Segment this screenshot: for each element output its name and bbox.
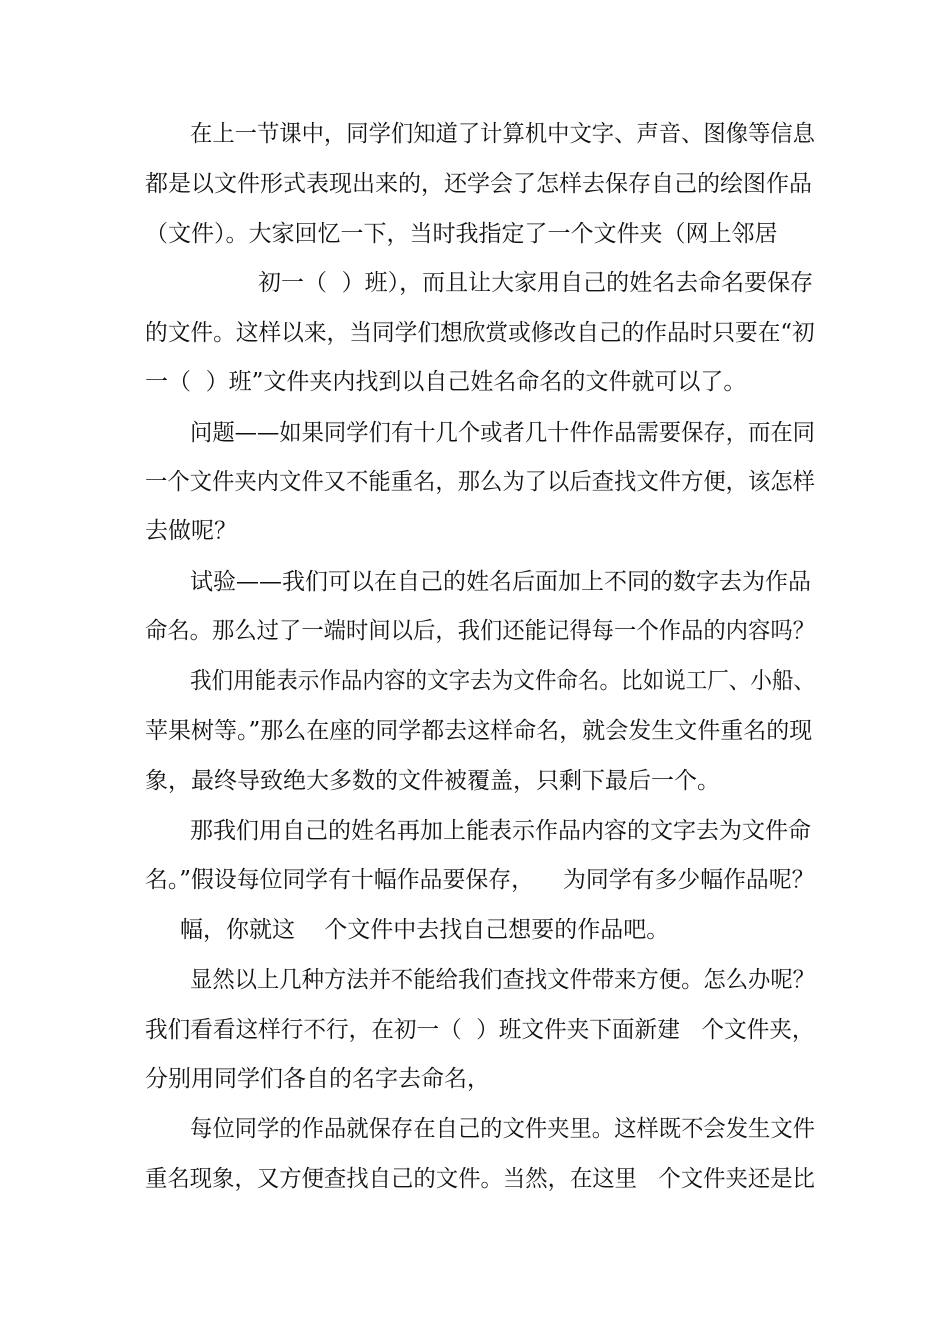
text-line: 在上一节课中，同学们知道了计算机中文字、声音、图像等信息 — [190, 121, 816, 147]
text-line: 苹果树等。”那么在座的同学都去这样命名，就会发生文件重名的现 — [145, 718, 813, 744]
text-line: 试验——我们可以在自己的姓名后面加上不同的数字去为作品 — [190, 569, 811, 595]
text-line: 一（ ）班”文件夹内找到以自己姓名命名的文件就可以了。 — [145, 369, 747, 395]
text-line: 每位同学的作品就保存在自己的文件夹里。这样既不会发生文件 — [190, 1116, 816, 1142]
text-line: 名。”假设每位同学有十幅作品要保存， 为同学有多少幅作品呢？ — [145, 867, 815, 893]
text-line: 一个文件夹内文件又不能重名，那么为了以后查找文件方便，该怎样 — [145, 469, 815, 495]
text-line: 我们看看这样行不行，在初一（ ）班文件夹下面新建 个文件夹， — [145, 1017, 815, 1043]
text-line: 都是以文件形式表现出来的，还学会了怎样去保存自己的绘图作品 — [145, 171, 812, 197]
text-line: 那我们用自己的姓名再加上能表示作品内容的文字去为文件命 — [190, 818, 811, 844]
text-line: （文件）。大家回忆一下，当时我指定了一个文件夹（网上邻居 — [145, 221, 778, 247]
text-line: 命名。那么过了一端时间以后，我们还能记得每一个作品的内容吗？ — [145, 618, 815, 644]
text-line: 去做呢？ — [145, 518, 237, 544]
text-line: 象，最终导致绝大多数的文件被覆盖，只剩下最后一个。 — [145, 768, 720, 794]
text-line: 显然以上几种方法并不能给我们查找文件带来方便。怎么办呢？ — [190, 967, 816, 993]
text-line: 初一（ ）班），而且让大家用自己的姓名去命名要保存 — [258, 270, 814, 296]
text-line: 重名现象，又方便查找自己的文件。当然，在这里 个文件夹还是比 — [145, 1166, 815, 1192]
text-line: 分别用同学们各自的名字去命名， — [145, 1066, 490, 1092]
text-line: 的文件。这样以来，当同学们想欣赏或修改自己的作品时只要在“初 — [145, 320, 815, 346]
text-line: 问题——如果同学们有十几个或者几十件作品需要保存，而在同 — [190, 420, 816, 446]
text-line: 幅，你就这 个文件中去找自己想要的作品吧。 — [180, 917, 670, 943]
text-line: 我们用能表示作品内容的文字去为文件命名。比如说工厂、小船、 — [190, 668, 815, 694]
